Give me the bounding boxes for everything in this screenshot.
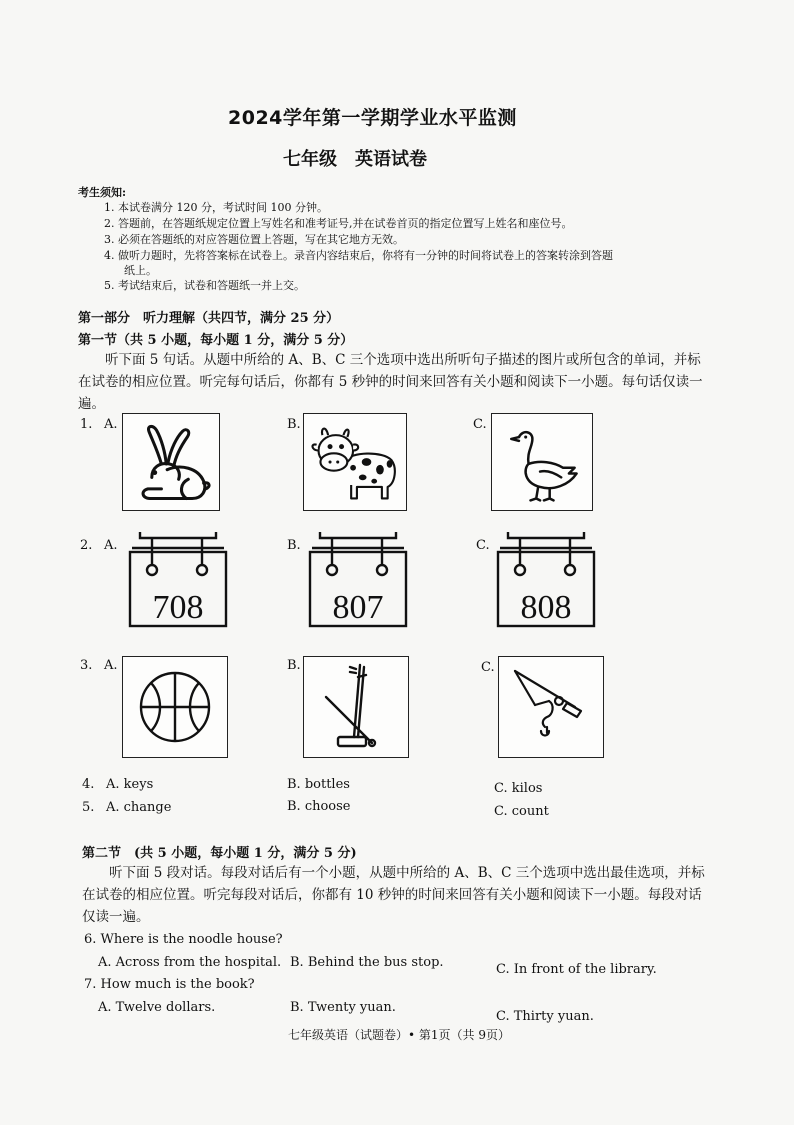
notice-item: 4. 做听力题时，先将答案标在试卷上。录音内容结束后，你将有一分钟的时间将试卷上的答案转涂到答题	[104, 249, 613, 262]
option-b: B. Twenty yuan.	[290, 1000, 396, 1015]
option-label-a: A.	[104, 417, 118, 432]
option-c: C. count	[494, 804, 549, 819]
option-label-b: B.	[287, 538, 301, 553]
option-a: A. Twelve dollars.	[98, 1000, 216, 1015]
option-a: A. keys	[106, 777, 154, 792]
option-label-b: B.	[287, 417, 301, 432]
rabbit-icon	[123, 414, 219, 510]
notice-heading: 考生须知:	[78, 186, 127, 199]
page-footer: 七年级英语（试题卷）• 第1页（共 9页）	[288, 1028, 510, 1042]
option-a: A. Across from the hospital.	[98, 955, 282, 970]
option-b: B. choose	[287, 799, 351, 814]
option-image-b[interactable]	[303, 413, 407, 511]
room-sign-icon	[302, 530, 414, 630]
notice-item: 3. 必须在答题纸的对应答题位置上答题，写在其它地方无效。	[104, 233, 404, 246]
notice-item: 1. 本试卷满分 120 分，考试时间 100 分钟。	[104, 201, 328, 214]
option-c: C. In front of the library.	[496, 962, 657, 977]
section2-instructions: 听下面 5 段对话。每段对话后有一个小题，从题中所给的 A、B、C 三个选项中选出最佳选项，并标在试卷的相应位置。听完每段对话后，你都有 10 秒钟的时间来回答有关小题和阅读下一小题。每段对话仅读一遍。	[82, 865, 705, 925]
room-sign-icon	[122, 530, 234, 630]
section2-heading: 第二节 (共 5 小题，每小题 1 分，满分 5 分)	[82, 846, 357, 861]
goose-icon	[492, 414, 592, 510]
option-image-b[interactable]	[302, 530, 414, 630]
option-image-a[interactable]	[122, 413, 220, 511]
option-label-a: A.	[104, 538, 118, 553]
page-title: 2024学年第一学期学业水平监测	[228, 107, 517, 129]
option-b: B. Behind the bus stop.	[290, 955, 444, 970]
option-image-c[interactable]	[490, 530, 602, 630]
question-number: 3.	[80, 658, 93, 673]
option-b: B. bottles	[287, 777, 350, 792]
room-number: 807	[332, 589, 384, 626]
notice-item: 2. 答题前，在答题纸规定位置上写姓名和准考证号,并在试卷首页的指定位置写上姓名和座位号。	[104, 217, 573, 230]
section1-instructions: 听下面 5 句话。从题中所给的 A、B、C 三个选项中选出所听句子描述的图片或所包含的单词，并标在试卷的相应位置。听完每句话后，你都有 5 秒钟的时间来回答有关小题和阅读下一小题。每句话仅读一遍。	[78, 352, 703, 412]
question-number: 5.	[82, 800, 95, 815]
option-a: A. change	[106, 800, 172, 815]
question-7: 7. How much is the book?	[84, 977, 255, 992]
room-sign-icon	[490, 530, 602, 630]
room-number: 708	[152, 589, 204, 626]
option-label-b: B.	[287, 658, 301, 673]
option-image-c[interactable]	[491, 413, 593, 511]
option-label-a: A.	[104, 658, 118, 673]
cow-icon	[304, 414, 406, 510]
option-label-c: C.	[476, 538, 490, 553]
page-subtitle: 七年级 英语试卷	[283, 149, 427, 170]
question-6: 6. Where is the noodle house?	[84, 932, 283, 947]
option-c: C. kilos	[494, 781, 543, 796]
basketball-icon	[123, 657, 227, 757]
part1-heading: 第一部分 听力理解（共四节，满分 25 分）	[78, 311, 340, 326]
erhu-icon	[304, 657, 408, 757]
option-image-a[interactable]	[122, 656, 228, 758]
option-image-c[interactable]	[498, 656, 604, 758]
notice-item: 纸上。	[124, 264, 157, 277]
option-image-a[interactable]	[122, 530, 234, 630]
fishing-icon	[499, 657, 603, 757]
section1-heading: 第一节（共 5 小题，每小题 1 分，满分 5 分）	[78, 333, 354, 348]
option-label-c: C.	[481, 660, 495, 675]
option-image-b[interactable]	[303, 656, 409, 758]
question-number: 4.	[82, 777, 95, 792]
option-label-c: C.	[473, 417, 487, 432]
notice-item: 5. 考试结束后，试卷和答题纸一并上交。	[104, 279, 305, 292]
question-number: 1.	[80, 417, 93, 432]
question-number: 2.	[80, 538, 93, 553]
room-number: 808	[520, 589, 572, 626]
option-c: C. Thirty yuan.	[496, 1009, 594, 1024]
